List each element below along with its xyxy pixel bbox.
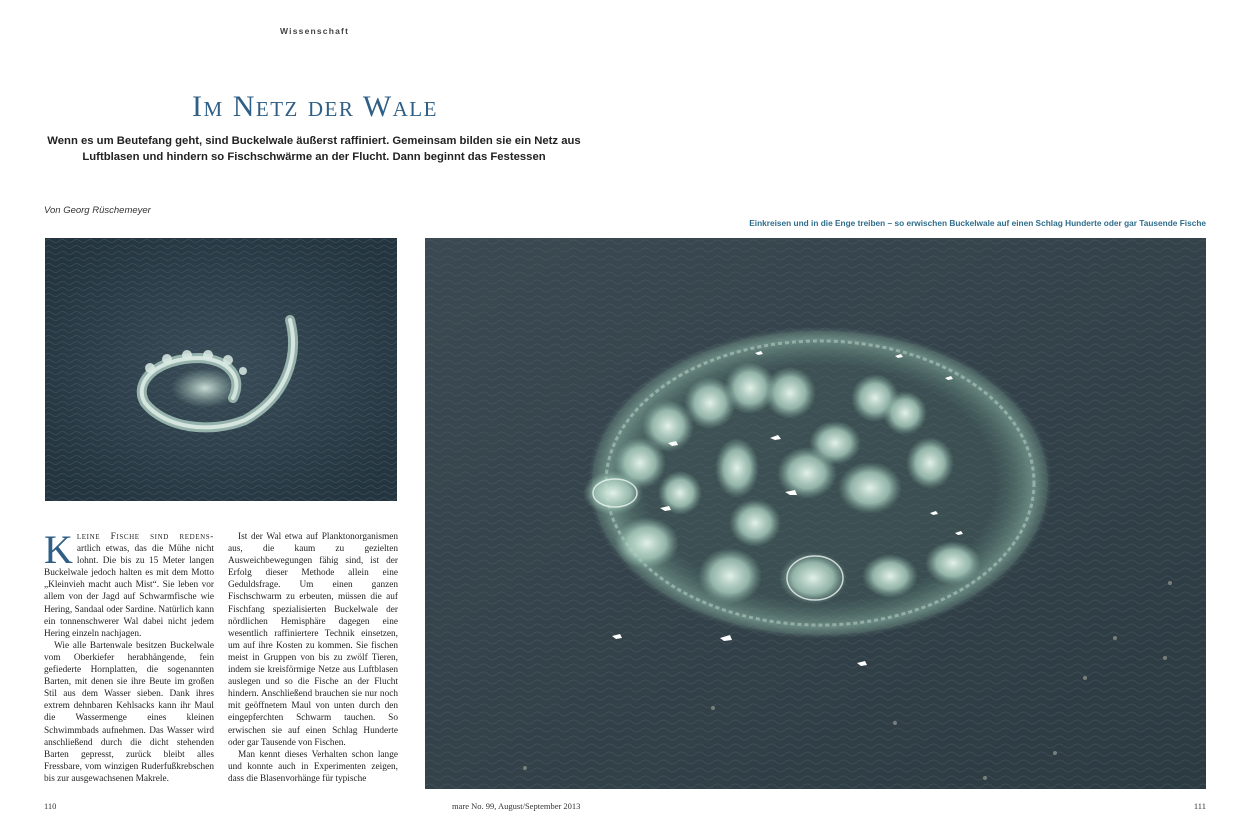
byline: Von Georg Rüschemeyer [44,205,151,216]
paragraph: Ist der Wal etwa auf Planktonorganismen aus, die kaum zu gezielten Ausweichbewegungen fähig sind, ist der Erfolg dieser Methode allein eine Geduldsfrage. Um einen ganzen Fischschwarm zu erbeuten, müssen die auf Fischfang spezialisierten Buckelwale der nördlichen Hemisphäre dagegen eine wesentlich raffiniertere Technik einsetzen, um auf ihre Kosten zu kommen. Sie fischen meist in Gruppen von bis zu zwölf Tieren, indem sie kreisförmige Netze aus Luftblasen auslegen und so die Fische an der Flucht hindern. Anschließend brauchen sie nur noch mit geöffnetem Maul von unten durch den eingepferchten Schwarm tauchen. So erwischen sie auf einen Schlag Hunderte oder gar Tausende von Fischen. [228,532,398,748]
drop-cap: K [44,531,73,572]
page-number-left: 110 [44,801,57,811]
paragraph: Wie alle Bartenwale besitzen Buckelwale vom Oberkiefer herabhängende, fein gefiederte Hornplatten, die sogenannten Barten, mit denen sie ihre Beute im großen Stil aus dem Wasser sieben. Dank ihres extrem dehnbaren Kehlsacks kann ihr Maul die Wassermenge eines kleinen Schwimmbads aufnehmen. Das Wasser wird anschließend durch die dicht stehenden Barten gepresst, zurück bleibt alles Fressbare, vom winzigen Ruderfußkrebschen bis zur ausgewachsenen Makrele. [44,640,214,784]
article-title: Im Netz der Wale [192,90,438,123]
paragraph [44,531,214,640]
page-number-right: 111 [1193,801,1206,811]
bubble-net-ring-photo [425,238,1206,789]
issue-info: mare No. 99, August/September 2013 [452,801,581,811]
paragraph: Man kennt dieses Verhalten schon lange und konnte auch in Experimenten zeigen, dass die Blasenvorhänge für typische [228,749,398,784]
opening-smallcaps: leine Fische sind redens- [76,532,214,542]
photo-caption: Einkreisen und in die Enge treiben – so erwischen Buckelwale auf einen Schlag Hunderte oder gar Tausende Fische [749,218,1206,228]
article-lede: Wenn es um Beutefang geht, sind Buckelwale äußerst raffiniert. Gemeinsam bilden sie ein Netz aus Luftblasen und hindern so Fischschwärme an der Flucht. Dann beginnt das Festessen [47,135,581,163]
bubble-net-spiral-photo [45,238,397,501]
paragraph-text: artlich etwas, das die Mühe nicht lohnt. Die bis zu 15 Meter langen Buckelwale jedoch halten es mit dem Motto „Kleinvieh macht auch Mist“. Sie leben vor allem von der Jagd auf Schwarmfische wie Hering, Sandaal oder Sardine. Natürlich kann ein tonnenschwerer Wal dabei nicht jedem Hering einzeln nachjagen. [44,544,214,639]
text-column-2 [228,531,398,793]
text-column-1 [44,531,214,793]
section-label: Wissenschaft [280,26,350,36]
